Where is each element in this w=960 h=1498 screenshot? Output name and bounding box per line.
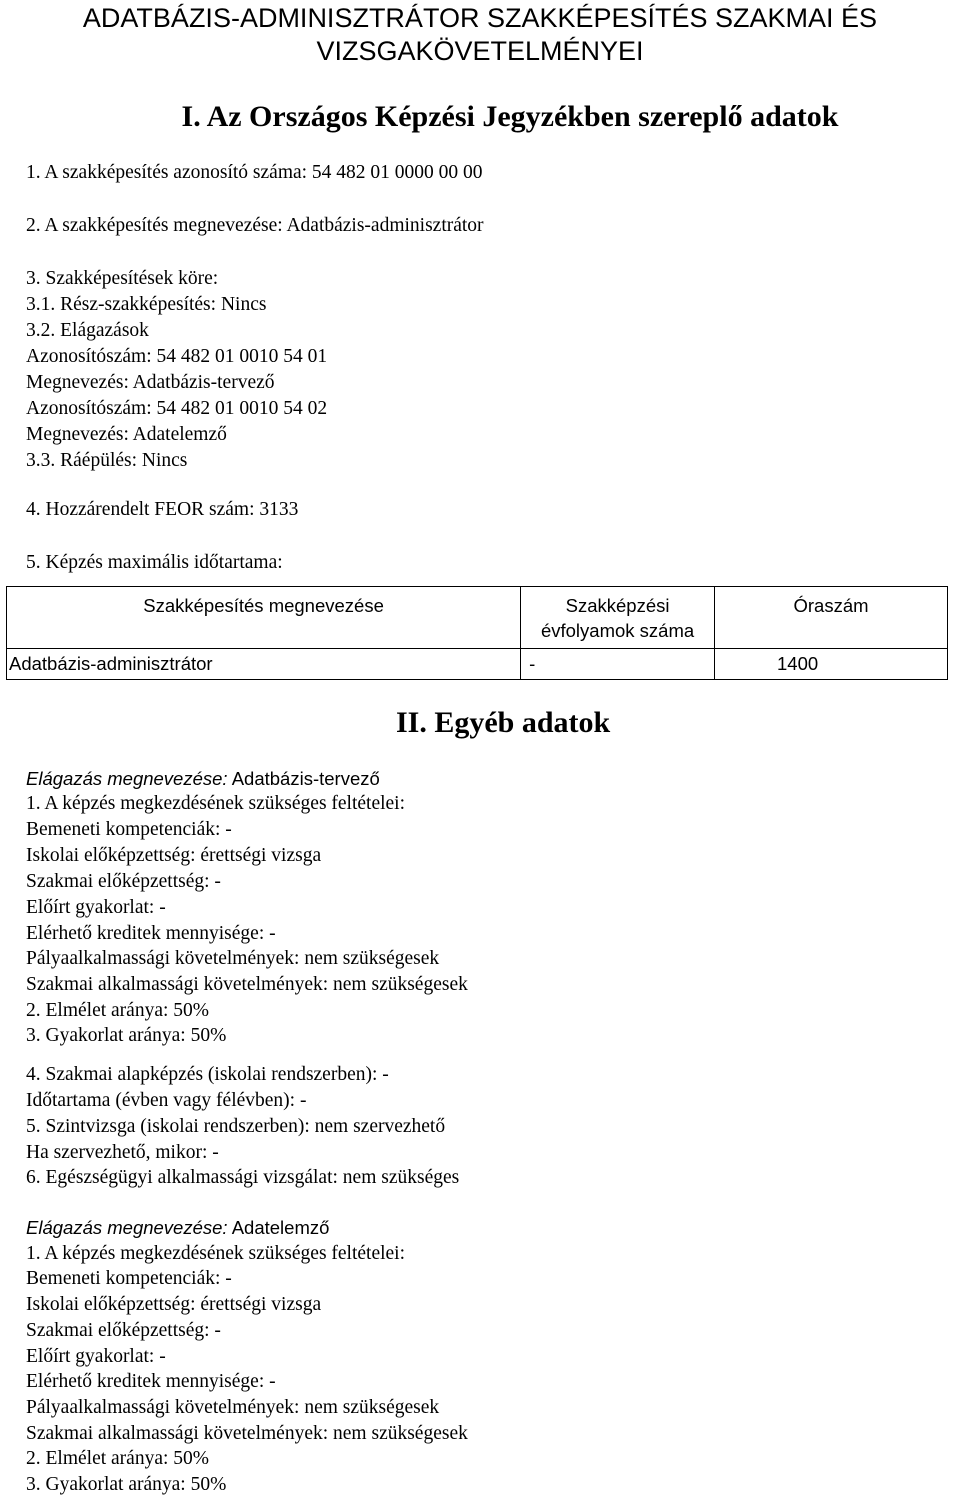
branch-1-line: 5. Szintvizsga (iskolai rendszerben): nem szervezhető: [26, 1116, 446, 1137]
branch-1-id: Azonosítószám: 54 482 01 0010 54 01: [26, 346, 328, 367]
partial-qualification: 3.1. Rész-szakképesítés: Nincs: [26, 294, 267, 315]
branch-1-line: Szakmai alkalmassági követelmények: nem szükségesek: [26, 974, 468, 995]
column-header-grades-line-2: évfolyamok száma: [540, 620, 695, 641]
duration-table: [6, 586, 948, 680]
branch-1-line: 1. A képzés megkezdésének szükséges feltételei:: [26, 793, 406, 814]
branches-heading: 3.2. Elágazások: [26, 320, 149, 341]
column-header-grades-line-1: Szakképzési: [565, 595, 670, 616]
branch-2-label: Elágazás megnevezése:: [26, 1217, 228, 1238]
branch-2-line: 1. A képzés megkezdésének szükséges feltételei:: [26, 1243, 406, 1264]
branch-1-title: [26, 766, 380, 792]
max-duration-label: 5. Képzés maximális időtartama:: [26, 552, 283, 573]
table-row: [7, 649, 948, 680]
branch-1-title-name: Adatbázis-tervező: [231, 768, 380, 789]
branch-1-line: Ha szervezhető, mikor: -: [26, 1142, 219, 1163]
branch-1-line: Bemeneti kompetenciák: -: [26, 819, 232, 840]
document-title-line-1: ADATBÁZIS-ADMINISZTRÁTOR SZAKKÉPESÍTÉS SZAKMAI ÉS: [82, 3, 878, 33]
branch-1-line: 6. Egészségügyi alkalmassági vizsgálat: nem szükséges: [26, 1167, 460, 1188]
branch-2-line: Szakmai alkalmassági követelmények: nem szükségesek: [26, 1423, 468, 1444]
branch-2-line: Pályaalkalmassági követelmények: nem szükségesek: [26, 1397, 440, 1418]
branch-2-line: Szakmai előképzettség: -: [26, 1320, 221, 1341]
document-title-line-2: VIZSGAKÖVETELMÉNYEI: [316, 36, 644, 66]
feor-number: 4. Hozzárendelt FEOR szám: 3133: [26, 499, 299, 520]
branch-1-line: Iskolai előképzettség: érettségi vizsga: [26, 845, 322, 866]
column-header-grades: [521, 587, 715, 649]
qualification-scope: 3. Szakképesítések köre:: [26, 268, 219, 289]
branch-1-line: Elérhető kreditek mennyisége: -: [26, 923, 276, 944]
branch-1-name: Megnevezés: Adatbázis-tervező: [26, 372, 275, 393]
branch-1-line: Szakmai előképzettség: -: [26, 871, 221, 892]
branch-1-line: 3. Gyakorlat aránya: 50%: [26, 1025, 227, 1046]
branch-2-name: Megnevezés: Adatelemző: [26, 424, 227, 445]
branch-1-line: Időtartama (évben vagy félévben): -: [26, 1090, 307, 1111]
branch-2-line: 2. Elmélet aránya: 50%: [26, 1448, 210, 1469]
cell-grades: -: [521, 649, 715, 680]
cell-qualification-name: Adatbázis-adminisztrátor: [7, 649, 521, 680]
branch-2-line: 3. Gyakorlat aránya: 50%: [26, 1474, 227, 1495]
branch-1-line: Pályaalkalmassági követelmények: nem szükségesek: [26, 948, 440, 969]
branch-1-line: 4. Szakmai alapképzés (iskolai rendszerben): -: [26, 1064, 389, 1085]
table-header-row: [7, 587, 948, 649]
branch-2-line: Iskolai előképzettség: érettségi vizsga: [26, 1294, 322, 1315]
column-header-hours: Óraszám: [715, 587, 948, 649]
branch-2-line: Bemeneti kompetenciák: -: [26, 1268, 232, 1289]
column-header-qualification-name: Szakképesítés megnevezése: [7, 587, 521, 649]
branch-1-label: Elágazás megnevezése:: [26, 768, 228, 789]
branch-1-line: 2. Elmélet aránya: 50%: [26, 1000, 210, 1021]
document-title: [0, 2, 960, 68]
branch-2-title-name: Adatelemző: [231, 1217, 330, 1238]
cell-hours: 1400: [715, 649, 948, 680]
qualification-name: 2. A szakképesítés megnevezése: Adatbázis-adminisztrátor: [26, 215, 484, 236]
branch-2-line: Előírt gyakorlat: -: [26, 1346, 166, 1367]
section-heading-part-1: I. Az Országos Képzési Jegyzékben szereplő adatok: [181, 100, 839, 133]
extension: 3.3. Ráépülés: Nincs: [26, 450, 188, 471]
branch-2-id: Azonosítószám: 54 482 01 0010 54 02: [26, 398, 328, 419]
qualification-id: 1. A szakképesítés azonosító száma: 54 482 01 0000 00 00: [26, 162, 483, 183]
branch-2-title: [26, 1215, 329, 1241]
section-heading-part-2: II. Egyéb adatok: [396, 706, 611, 739]
branch-2-line: Elérhető kreditek mennyisége: -: [26, 1371, 276, 1392]
branch-1-line: Előírt gyakorlat: -: [26, 897, 166, 918]
